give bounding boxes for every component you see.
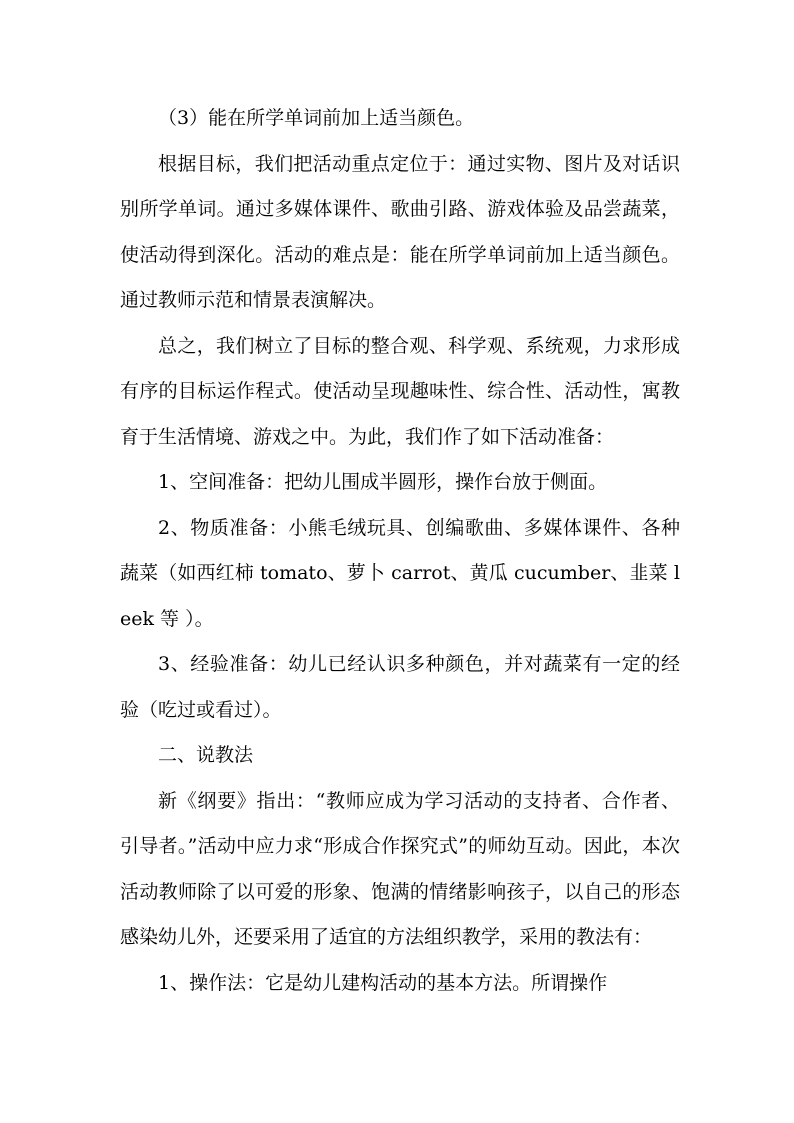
paragraph-material-preparation: 2、物质准备：小熊毛绒玩具、创编歌曲、多媒体课件、各种蔬菜（如西红柿 tomato、萝卜 carrot、黄瓜 cucumber、韭菜 leek 等 ）。	[120, 516, 680, 630]
paragraph-objective-3: （3）能在所学单词前加上适当颜色。	[158, 107, 475, 129]
paragraph-experience-preparation: 3、经验准备：幼儿已经认识多种颜色，并对蔬菜有一定的经验（吃过或看过）。	[120, 653, 680, 721]
paragraph-operation-method: 1、操作法：它是幼儿建构活动的基本方法。所谓操作	[158, 971, 608, 994]
document-body	[120, 96, 680, 1006]
paragraph-guidelines: 新《纲要》指出：“教师应成为学习活动的支持者、合作者、引导者。”活动中应力求“形成合作探究式”的师幼互动。因此，本次活动教师除了以可爱的形象、饱满的情绪影响孩子，以自己的形态感染幼儿外，还要采用了适宜的方法组织教学，采用的教法有：	[120, 789, 680, 948]
paragraph-summary: 总之，我们树立了目标的整合观、科学观、系统观，力求形成有序的目标运作程式。使活动呈现趣味性、综合性、活动性，寓教育于生活情境、游戏之中。为此，我们作了如下活动准备：	[120, 334, 680, 448]
paragraph-space-preparation: 1、空间准备：把幼儿围成半圆形，操作台放于侧面。	[158, 471, 608, 493]
section-heading-teaching-methods: 二、说教法	[158, 744, 254, 766]
paragraph-focus-and-difficulty: 根据目标，我们把活动重点定位于：通过实物、图片及对话识别所学单词。通过多媒体课件、歌曲引路、游戏体验及品尝蔬菜，使活动得到深化。活动的难点是：能在所学单词前加上适当颜色。通过教师示范和情景表演解决。	[120, 152, 680, 311]
